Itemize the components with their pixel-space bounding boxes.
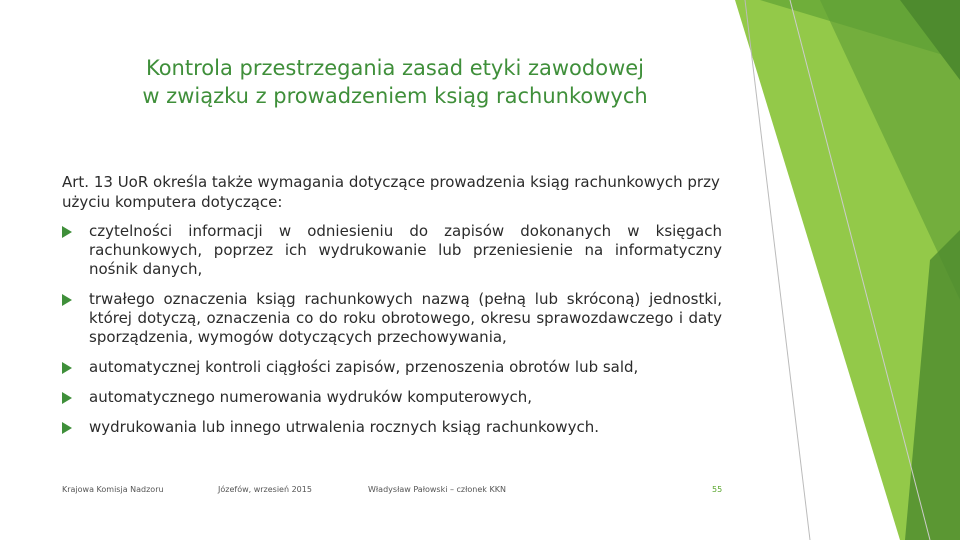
list-item <box>62 290 722 347</box>
page-number: 55 <box>712 485 723 494</box>
title-line-1: Kontrola przestrzegania zasad etyki zawodowej <box>145 56 645 80</box>
footer-date: Józefów, wrzesień 2015 <box>218 485 312 494</box>
slide-title <box>100 54 690 110</box>
list-item-text: czytelności informacji w odniesieniu do zapisów dokonanych w księgach rachunkowych, poprzez ich wydrukowanie lub przeniesienie na informatyczny nośnik danych, <box>89 222 722 278</box>
list-item-text: automatycznego numerowania wydruków komputerowych, <box>89 388 533 406</box>
triangle-bullet-icon <box>62 392 72 404</box>
requirements-list <box>62 222 722 448</box>
list-item <box>62 418 722 437</box>
footer-author: Władysław Pałowski – członek KKN <box>368 485 506 494</box>
list-item <box>62 358 722 377</box>
triangle-bullet-icon <box>62 422 72 434</box>
list-item-text: wydrukowania lub innego utrwalenia rocznych ksiąg rachunkowych. <box>89 418 599 436</box>
triangle-bullet-icon <box>62 294 72 306</box>
title-line-2: w związku z prowadzeniem ksiąg rachunkowych <box>142 84 648 108</box>
list-item <box>62 388 722 407</box>
list-item-text: automatycznej kontroli ciągłości zapisów, przenoszenia obrotów lub sald, <box>89 358 639 376</box>
triangle-bullet-icon <box>62 362 72 374</box>
list-item <box>62 222 722 279</box>
list-item-text: trwałego oznaczenia ksiąg rachunkowych nazwą (pełną lub skróconą) jednostki, której dotyczą, oznaczenia co do roku obrotowego, okresu sprawozdawczego i daty sporządzenia, wymogów dotyczących przechowywania, <box>89 290 722 346</box>
footer-organization: Krajowa Komisja Nadzoru <box>62 485 164 494</box>
triangle-bullet-icon <box>62 226 72 238</box>
intro-text: Art. 13 UoR określa także wymagania dotyczące prowadzenia ksiąg rachunkowych przy użyciu komputera dotyczące: <box>62 173 720 211</box>
